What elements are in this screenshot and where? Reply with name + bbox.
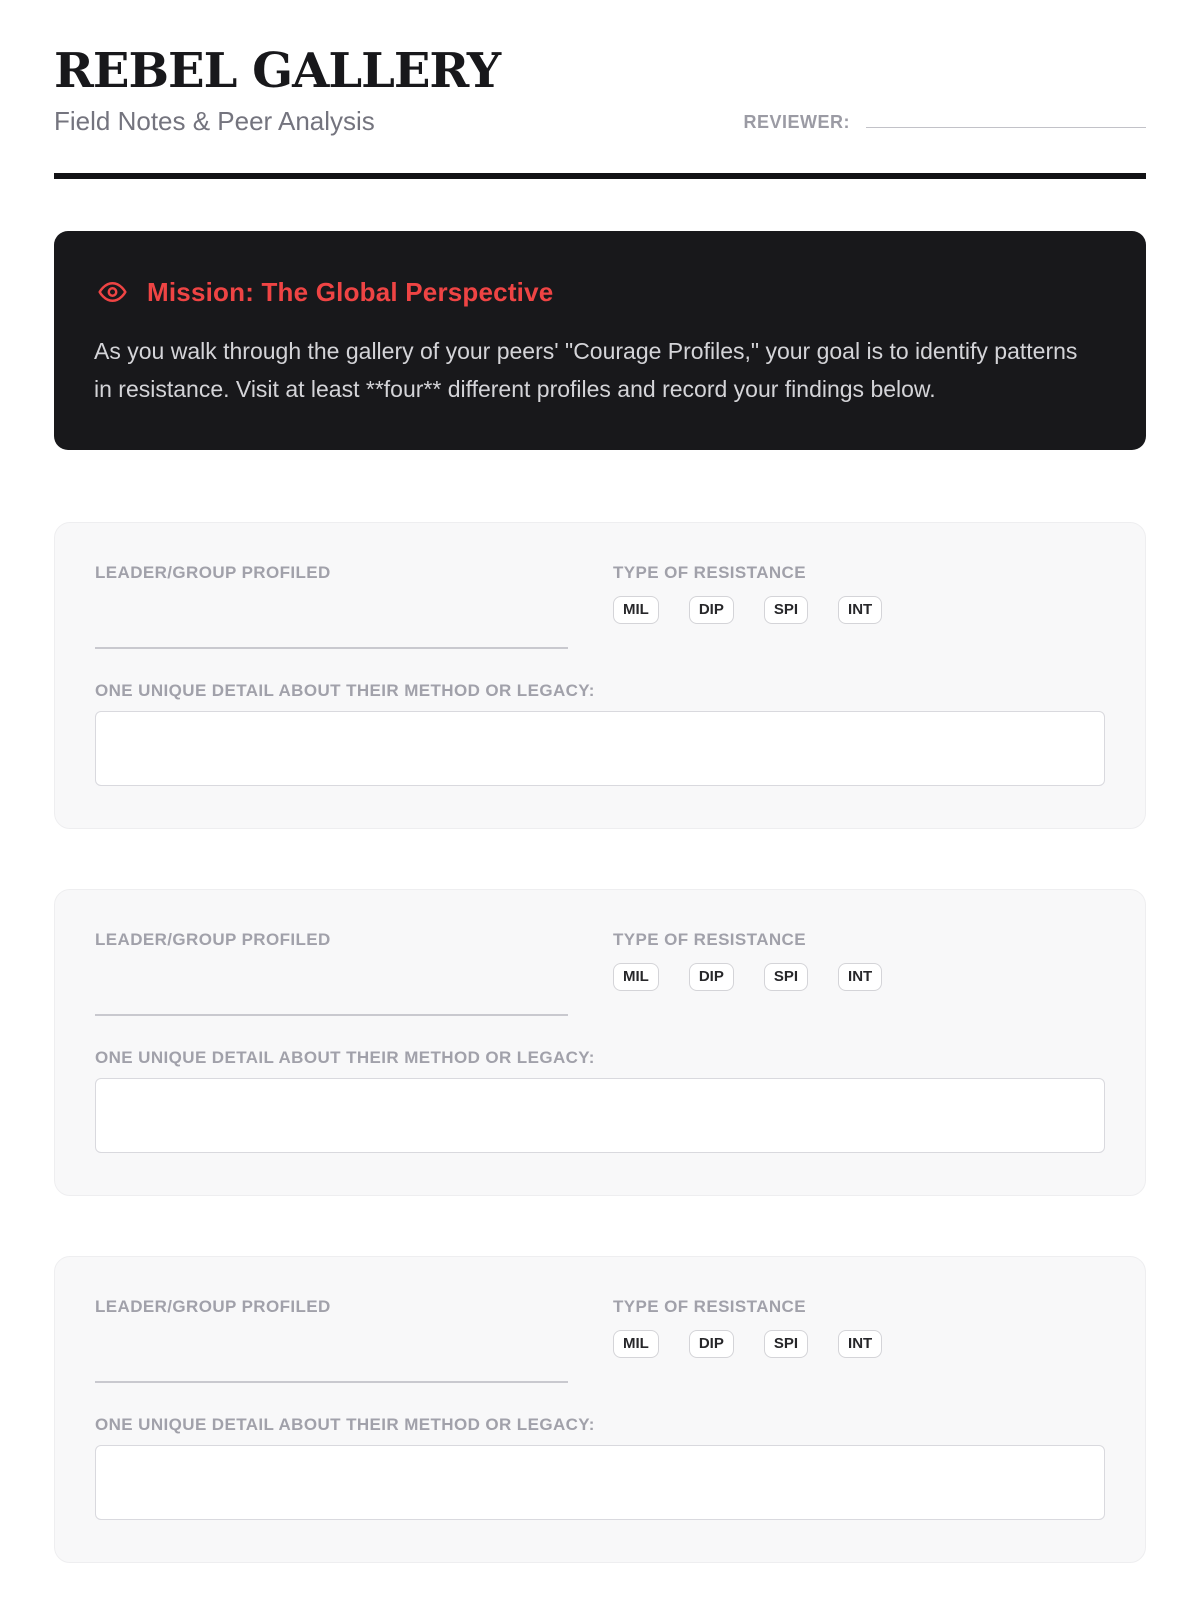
leader-name-field[interactable]: [95, 1014, 568, 1016]
leader-label: LEADER/GROUP PROFILED: [95, 929, 331, 949]
leader-name-field[interactable]: [95, 1381, 568, 1383]
chip-spi[interactable]: SPI: [764, 596, 808, 624]
mission-title: Mission: The Global Perspective: [147, 276, 554, 307]
detail-label: ONE UNIQUE DETAIL ABOUT THEIR METHOD OR LEGACY:: [95, 680, 595, 700]
chip-int[interactable]: INT: [838, 596, 882, 624]
reviewer-name-field[interactable]: [866, 102, 1146, 128]
leader-label: LEADER/GROUP PROFILED: [95, 562, 331, 582]
resistance-chip-group: [613, 963, 1105, 991]
resistance-column: [613, 1297, 1105, 1358]
resistance-label: TYPE OF RESISTANCE: [613, 929, 806, 949]
chip-dip[interactable]: DIP: [689, 963, 734, 991]
card-top-row: [95, 1297, 1105, 1383]
mission-card: [54, 231, 1146, 450]
leader-column: [95, 1297, 568, 1383]
resistance-label: TYPE OF RESISTANCE: [613, 1296, 806, 1316]
chip-int[interactable]: INT: [838, 1330, 882, 1358]
profile-card-3: [54, 1256, 1146, 1563]
card-top-row: [95, 930, 1105, 1016]
mission-body: As you walk through the gallery of your peers' "Courage Profiles," your goal is to identify patterns in resistance. Visit at least **four** different profiles and record your findings below.: [94, 337, 1078, 402]
resistance-column: [613, 563, 1105, 624]
reviewer-label: REVIEWER:: [743, 111, 850, 132]
chip-dip[interactable]: DIP: [689, 1330, 734, 1358]
mission-header: [94, 277, 1106, 308]
chip-int[interactable]: INT: [838, 963, 882, 991]
card-top-row: [95, 563, 1105, 649]
profile-card-2: [54, 889, 1146, 1196]
page-title: REBEL GALLERY: [54, 43, 501, 99]
leader-column: [95, 930, 568, 1016]
reviewer-block: [743, 102, 1146, 137]
page-subtitle: Field Notes & Peer Analysis: [54, 105, 375, 136]
resistance-label: TYPE OF RESISTANCE: [613, 562, 806, 582]
chip-spi[interactable]: SPI: [764, 963, 808, 991]
detail-textarea[interactable]: [95, 1078, 1105, 1153]
chip-mil[interactable]: MIL: [613, 963, 659, 991]
header-divider: [54, 173, 1146, 179]
chip-mil[interactable]: MIL: [613, 1330, 659, 1358]
chip-spi[interactable]: SPI: [764, 1330, 808, 1358]
header-titles: [54, 43, 501, 137]
profile-card-1: [54, 522, 1146, 829]
chip-mil[interactable]: MIL: [613, 596, 659, 624]
resistance-chip-group: [613, 1330, 1105, 1358]
chip-dip[interactable]: DIP: [689, 596, 734, 624]
leader-column: [95, 563, 568, 649]
resistance-column: [613, 930, 1105, 991]
leader-name-field[interactable]: [95, 647, 568, 649]
detail-label: ONE UNIQUE DETAIL ABOUT THEIR METHOD OR LEGACY:: [95, 1047, 595, 1067]
eye-icon: [94, 278, 131, 306]
leader-label: LEADER/GROUP PROFILED: [95, 1296, 331, 1316]
detail-label: ONE UNIQUE DETAIL ABOUT THEIR METHOD OR LEGACY:: [95, 1414, 595, 1434]
detail-textarea[interactable]: [95, 711, 1105, 786]
resistance-chip-group: [613, 596, 1105, 624]
header: [54, 43, 1146, 137]
detail-textarea[interactable]: [95, 1445, 1105, 1520]
